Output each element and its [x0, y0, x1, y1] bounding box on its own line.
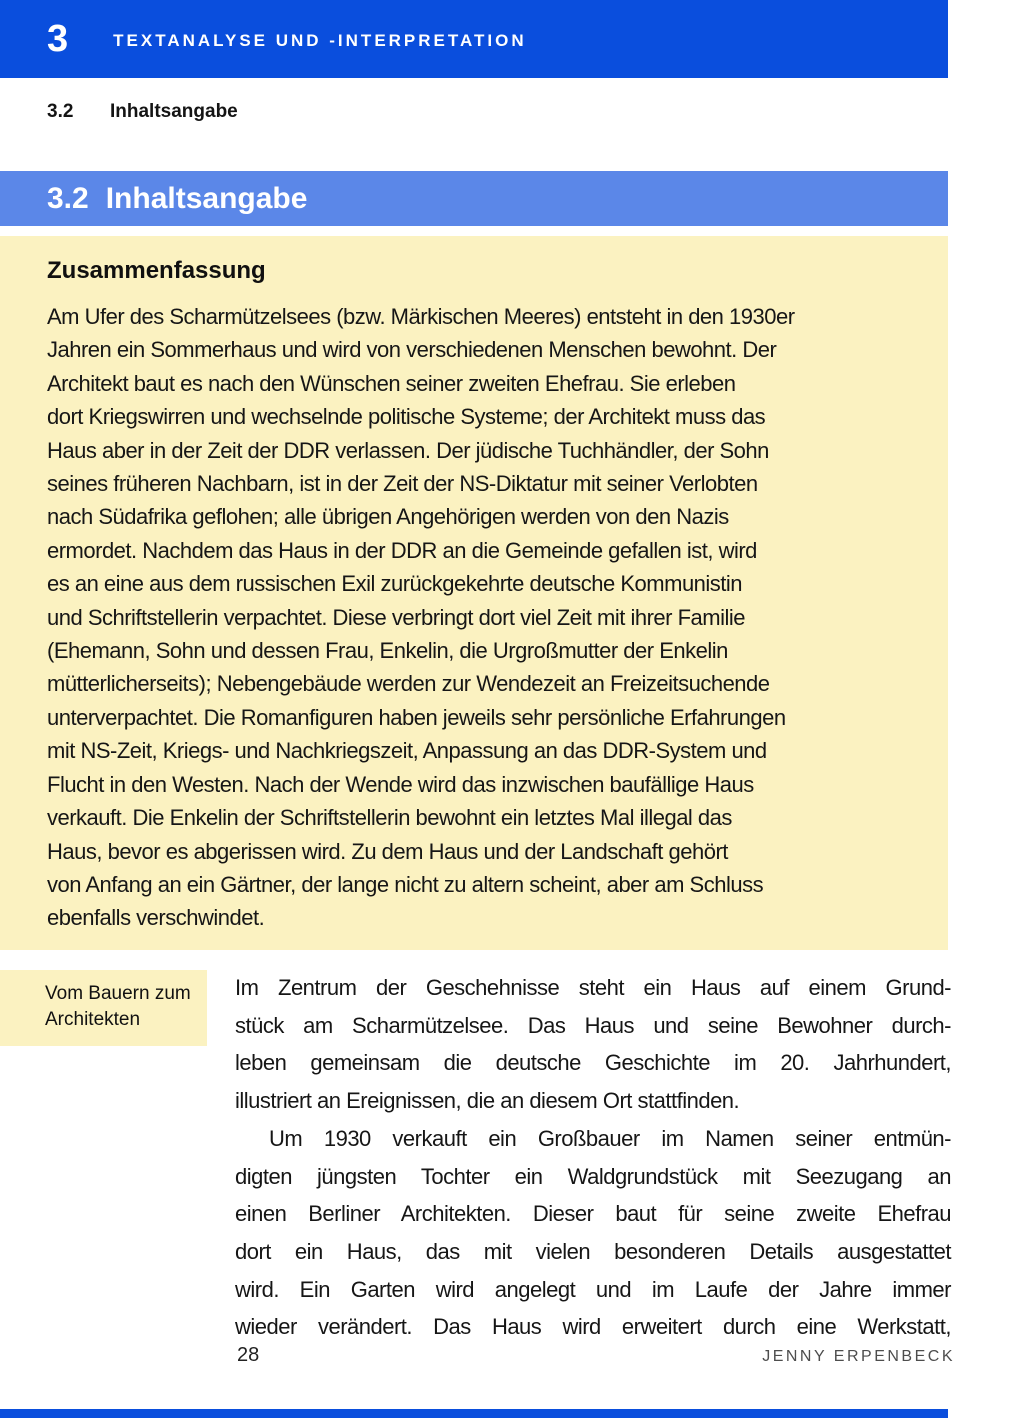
- text-line: ermordet. Nachdem das Haus in der DDR an die Gemeinde gefallen ist, wird: [47, 537, 757, 563]
- margin-note-text: [45, 981, 199, 1033]
- text-line: ebenfalls verschwindet.: [47, 905, 265, 931]
- text-line: wird. Ein Garten wird angelegt und im Laufe der Jahre immer: [235, 1276, 951, 1302]
- text-line: Architekten: [45, 1009, 141, 1030]
- text-line: Im Zentrum der Geschehnisse steht ein Haus auf einem Grund-: [235, 975, 951, 1000]
- text-line: Vom Bauern zum: [45, 983, 191, 1004]
- text-line: unterverpachtet. Die Romanfiguren haben jeweils sehr persönliche Erfahrungen: [47, 704, 786, 730]
- text-line: dort ein Haus, das mit vielen besonderen Details ausgestattet: [235, 1238, 951, 1264]
- chapter-number: 3: [47, 18, 69, 60]
- section-title: Inhaltsangabe: [105, 181, 308, 215]
- running-footer-author: JENNY ERPENBECK: [762, 1348, 955, 1365]
- text-line: stück am Scharmützelsee. Das Haus und seine Bewohner durch-: [235, 1012, 951, 1038]
- text-line: mit NS-Zeit, Kriegs- und Nachkriegszeit, Anpassung an das DDR-System und: [47, 738, 767, 764]
- summary-box: [0, 236, 948, 950]
- text-line: Flucht in den Westen. Nach der Wende wird das inzwischen baufällige Haus: [47, 771, 754, 797]
- text-line: verkauft. Die Enkelin der Schriftstellerin bewohnt ein letztes Mal illegal das: [47, 805, 732, 831]
- text-line: (Ehemann, Sohn und dessen Frau, Enkelin, die Urgroßmutter der Enkelin: [47, 638, 728, 664]
- text-line: und Schriftstellerin verpachtet. Diese verbringt dort viel Zeit mit ihrer Familie: [47, 604, 745, 630]
- text-line: dort Kriegswirren und wechselnde politische Systeme; der Architekt muss das: [47, 404, 766, 430]
- chapter-title: TEXTANALYSE UND -INTERPRETATION: [113, 31, 527, 50]
- page-number: 28: [237, 1344, 260, 1366]
- margin-note: [0, 970, 207, 1046]
- section-number: 3.2: [47, 181, 89, 215]
- text-line: Um 1930 verkauft ein Großbauer im Namen seiner entmün-: [269, 1125, 951, 1151]
- chapter-header-bar: [0, 0, 948, 78]
- text-line: von Anfang an ein Gärtner, der lange nicht zu altern scheint, aber am Schluss: [47, 871, 764, 897]
- body-paragraph-1: [235, 969, 951, 1120]
- text-line: leben gemeinsam die deutsche Geschichte im 20. Jahrhundert,: [235, 1050, 951, 1076]
- breadcrumb-label: Inhaltsangabe: [110, 101, 238, 122]
- text-line: Jahren ein Sommerhaus und wird von verschiedenen Menschen bewohnt. Der: [47, 337, 777, 363]
- text-line: es an eine aus dem russischen Exil zurückgekehrte deutsche Kommunistin: [47, 571, 743, 597]
- summary-heading: Zusammenfassung: [47, 257, 266, 284]
- breadcrumb: [47, 101, 238, 123]
- bottom-edge-bar: [0, 1409, 948, 1418]
- section-banner: [0, 171, 948, 226]
- text-line: mütterlicherseits); Nebengebäude werden zur Wendezeit an Freizeitsuchende: [47, 671, 770, 697]
- text-line: wieder verändert. Das Haus wird erweitert durch eine Werkstatt,: [235, 1314, 951, 1340]
- text-line: digten jüngsten Tochter ein Waldgrundstück mit Seezugang an: [235, 1163, 951, 1189]
- body-paragraph-2: [235, 1120, 951, 1346]
- breadcrumb-number: 3.2: [47, 101, 74, 122]
- text-line: einen Berliner Architekten. Dieser baut für seine zweite Ehefrau: [235, 1201, 951, 1227]
- text-line: seines früheren Nachbarn, ist in der Zeit der NS-Diktatur mit seiner Verlobten: [47, 471, 758, 497]
- text-line: Architekt baut es nach den Wünschen seiner zweiten Ehefrau. Sie erleben: [47, 370, 736, 396]
- summary-text: [47, 300, 908, 935]
- text-line: nach Südafrika geflohen; alle übrigen Angehörigen werden von den Nazis: [47, 504, 729, 530]
- text-line: Haus, bevor es abgerissen wird. Zu dem Haus und der Landschaft gehört: [47, 838, 728, 864]
- text-line: illustriert an Ereignissen, die an diesem Ort stattfinden.: [235, 1088, 740, 1114]
- text-line: Am Ufer des Scharmützelsees (bzw. Märkischen Meeres) entsteht in den 1930er: [47, 304, 795, 329]
- text-line: Haus aber in der Zeit der DDR verlassen. Der jüdische Tuchhändler, der Sohn: [47, 437, 769, 463]
- body-text-column: [235, 969, 951, 1346]
